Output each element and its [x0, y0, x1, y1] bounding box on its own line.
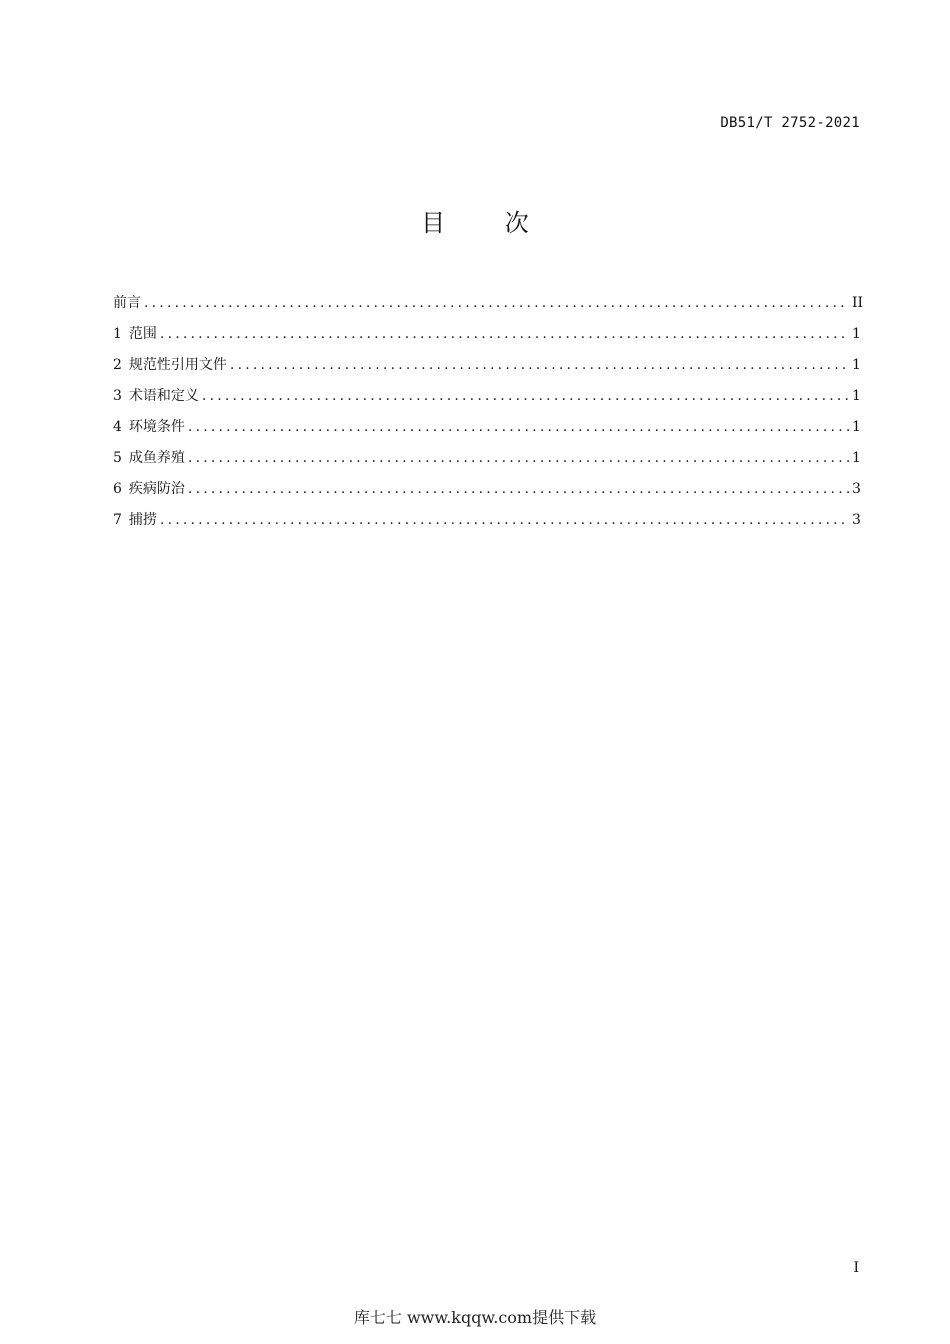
toc-entry-label: 规范性引用文件 — [128, 357, 227, 373]
toc-entry-number: 6 — [113, 481, 122, 497]
toc-dot-leader — [160, 322, 849, 346]
toc-entry-label: 前言 — [113, 295, 141, 311]
toc-title: 目 次 — [421, 209, 555, 237]
toc-entry-label: 捕捞 — [128, 512, 157, 528]
toc-entry-normative-references[interactable] — [113, 353, 860, 384]
toc-entry-page: 3 — [852, 512, 861, 528]
page-number: I — [853, 1260, 859, 1276]
toc-entry-adult-fish-culture[interactable] — [113, 446, 860, 477]
toc-entry-page: 1 — [852, 419, 861, 435]
toc-dot-leader — [188, 477, 849, 501]
document-code: DB51/T 2752-2021 — [720, 115, 860, 131]
toc-entry-disease-control[interactable] — [113, 477, 860, 508]
table-of-contents — [113, 291, 864, 539]
toc-entry-page: 1 — [852, 326, 861, 342]
toc-entry-page: 1 — [852, 357, 861, 373]
toc-entry-scope[interactable] — [113, 322, 860, 353]
toc-entry-number: 2 — [113, 357, 122, 373]
toc-entry-foreword[interactable] — [113, 291, 864, 322]
toc-entry-page: 3 — [852, 481, 861, 497]
footer-watermark: 库七七 www.kqqw.com提供下载 — [353, 1308, 597, 1327]
toc-entry-label: 疾病防治 — [128, 481, 185, 497]
toc-entry-number: 3 — [113, 388, 122, 404]
toc-entry-environment[interactable] — [113, 415, 860, 446]
toc-entry-number: 1 — [113, 326, 122, 342]
toc-entry-number: 5 — [113, 450, 122, 466]
toc-dot-leader — [202, 384, 849, 408]
toc-entry-label: 术语和定义 — [128, 388, 199, 404]
toc-dot-leader — [144, 291, 849, 315]
toc-entry-page: 1 — [852, 388, 861, 404]
toc-entry-label: 范围 — [128, 326, 157, 342]
toc-entry-number: 4 — [113, 419, 122, 435]
toc-entry-label: 环境条件 — [128, 419, 185, 435]
toc-dot-leader — [160, 508, 849, 532]
toc-entry-terms-definitions[interactable] — [113, 384, 860, 415]
toc-entry-harvest[interactable] — [113, 508, 860, 539]
toc-entry-label: 成鱼养殖 — [128, 450, 185, 466]
toc-entry-page: II — [852, 295, 864, 311]
toc-dot-leader — [230, 353, 849, 377]
toc-dot-leader — [188, 446, 849, 470]
toc-entry-page: 1 — [852, 450, 861, 466]
toc-dot-leader — [188, 415, 849, 439]
toc-entry-number: 7 — [113, 512, 122, 528]
